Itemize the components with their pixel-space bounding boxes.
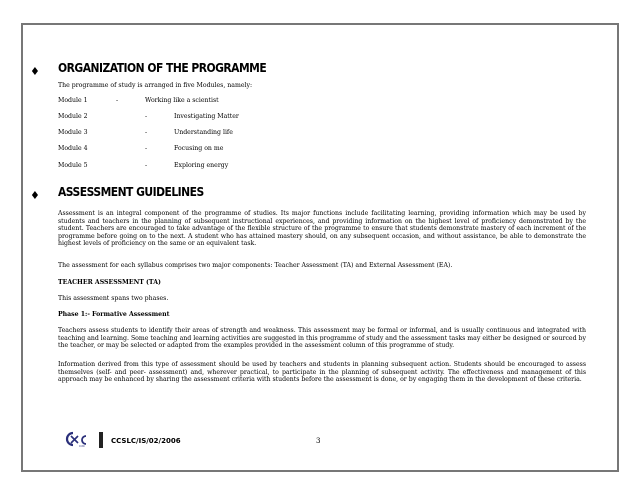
document-code: CCSLC/IS/02/2006: [111, 437, 181, 445]
section-bullet: ♦: [30, 189, 40, 202]
module-dash: -: [116, 97, 119, 104]
module-name: Understanding life: [174, 129, 233, 136]
assessment-paragraph-3: This assessment spans two phases.: [58, 295, 169, 302]
phase-heading: Phase 1:- Formative Assessment: [58, 311, 170, 318]
module-dash: -: [145, 145, 148, 152]
footer-divider: [99, 432, 103, 448]
module-label: Module 1: [58, 97, 88, 104]
assessment-paragraph-1: Assessment is an integral component of the programme of studies. Its major functions include facilitating learning, providing information which may be used by students and teachers in the planning of subsequent instructional experiences, and providing information on the highest level of proficiency demonstrated by the student. Teachers are encouraged to take advantage of the flexible structure of the programme to ensure that students demonstrate mastery of each increment of the programme before going on to the next. A student who has attained mastery should, on any subsequent occasion, and without assistance, be able to demonstrate the highest levels of proficiency on the same or an equivalent task.: [58, 210, 586, 248]
cxc-logo: [63, 430, 91, 448]
module-name: Exploring energy: [174, 162, 229, 169]
assessment-paragraph-2: The assessment for each syllabus comprises two major components: Teacher Assessment (TA) and External Assessment (EA).: [58, 262, 453, 269]
module-dash: -: [145, 113, 148, 120]
assessment-paragraph-5: Information derived from this type of assessment should be used by teachers and students in planning subsequent action. Students should be encouraged to assess themselves (self- and peer- assessment) and, wherever practical, to participate in the planning of subsequent activity. The effectiveness and management of this approach may be enhanced by sharing the assessment criteria with students before the assessment is done, or by engaging them in the development of these criteria.: [58, 361, 586, 384]
page-number: 3: [316, 437, 321, 445]
assessment-paragraph-4: Teachers assess students to identify their areas of strength and weakness. This assessment may be formal or informal, and is usually continuous and integrated with teaching and learning. Some teaching and learning activities are suggested in this programme of study and the assessment tasks may either be designed or sourced by the teacher, or may be selected or adapted from the examples provided in the assessment column of this programme of study.: [58, 327, 586, 350]
module-label: Module 2: [58, 113, 88, 120]
module-name: Focusing on me: [174, 145, 224, 152]
section-bullet: ♦: [30, 65, 40, 78]
module-dash: -: [145, 162, 148, 169]
module-name: Investigating Matter: [174, 113, 239, 120]
section-title-assessment: ASSESSMENT GUIDELINES: [58, 184, 204, 199]
section-title-organization: ORGANIZATION OF THE PROGRAMME: [58, 60, 267, 75]
logo-text: CXC: [79, 444, 86, 448]
modules-intro: The programme of study is arranged in five Modules, namely:: [58, 82, 253, 89]
module-label: Module 4: [58, 145, 88, 152]
module-label: Module 3: [58, 129, 88, 136]
module-dash: -: [145, 129, 148, 136]
module-label: Module 5: [58, 162, 88, 169]
ta-heading: TEACHER ASSESSMENT (TA): [58, 279, 161, 286]
module-name: Working like a scientist: [145, 97, 219, 104]
